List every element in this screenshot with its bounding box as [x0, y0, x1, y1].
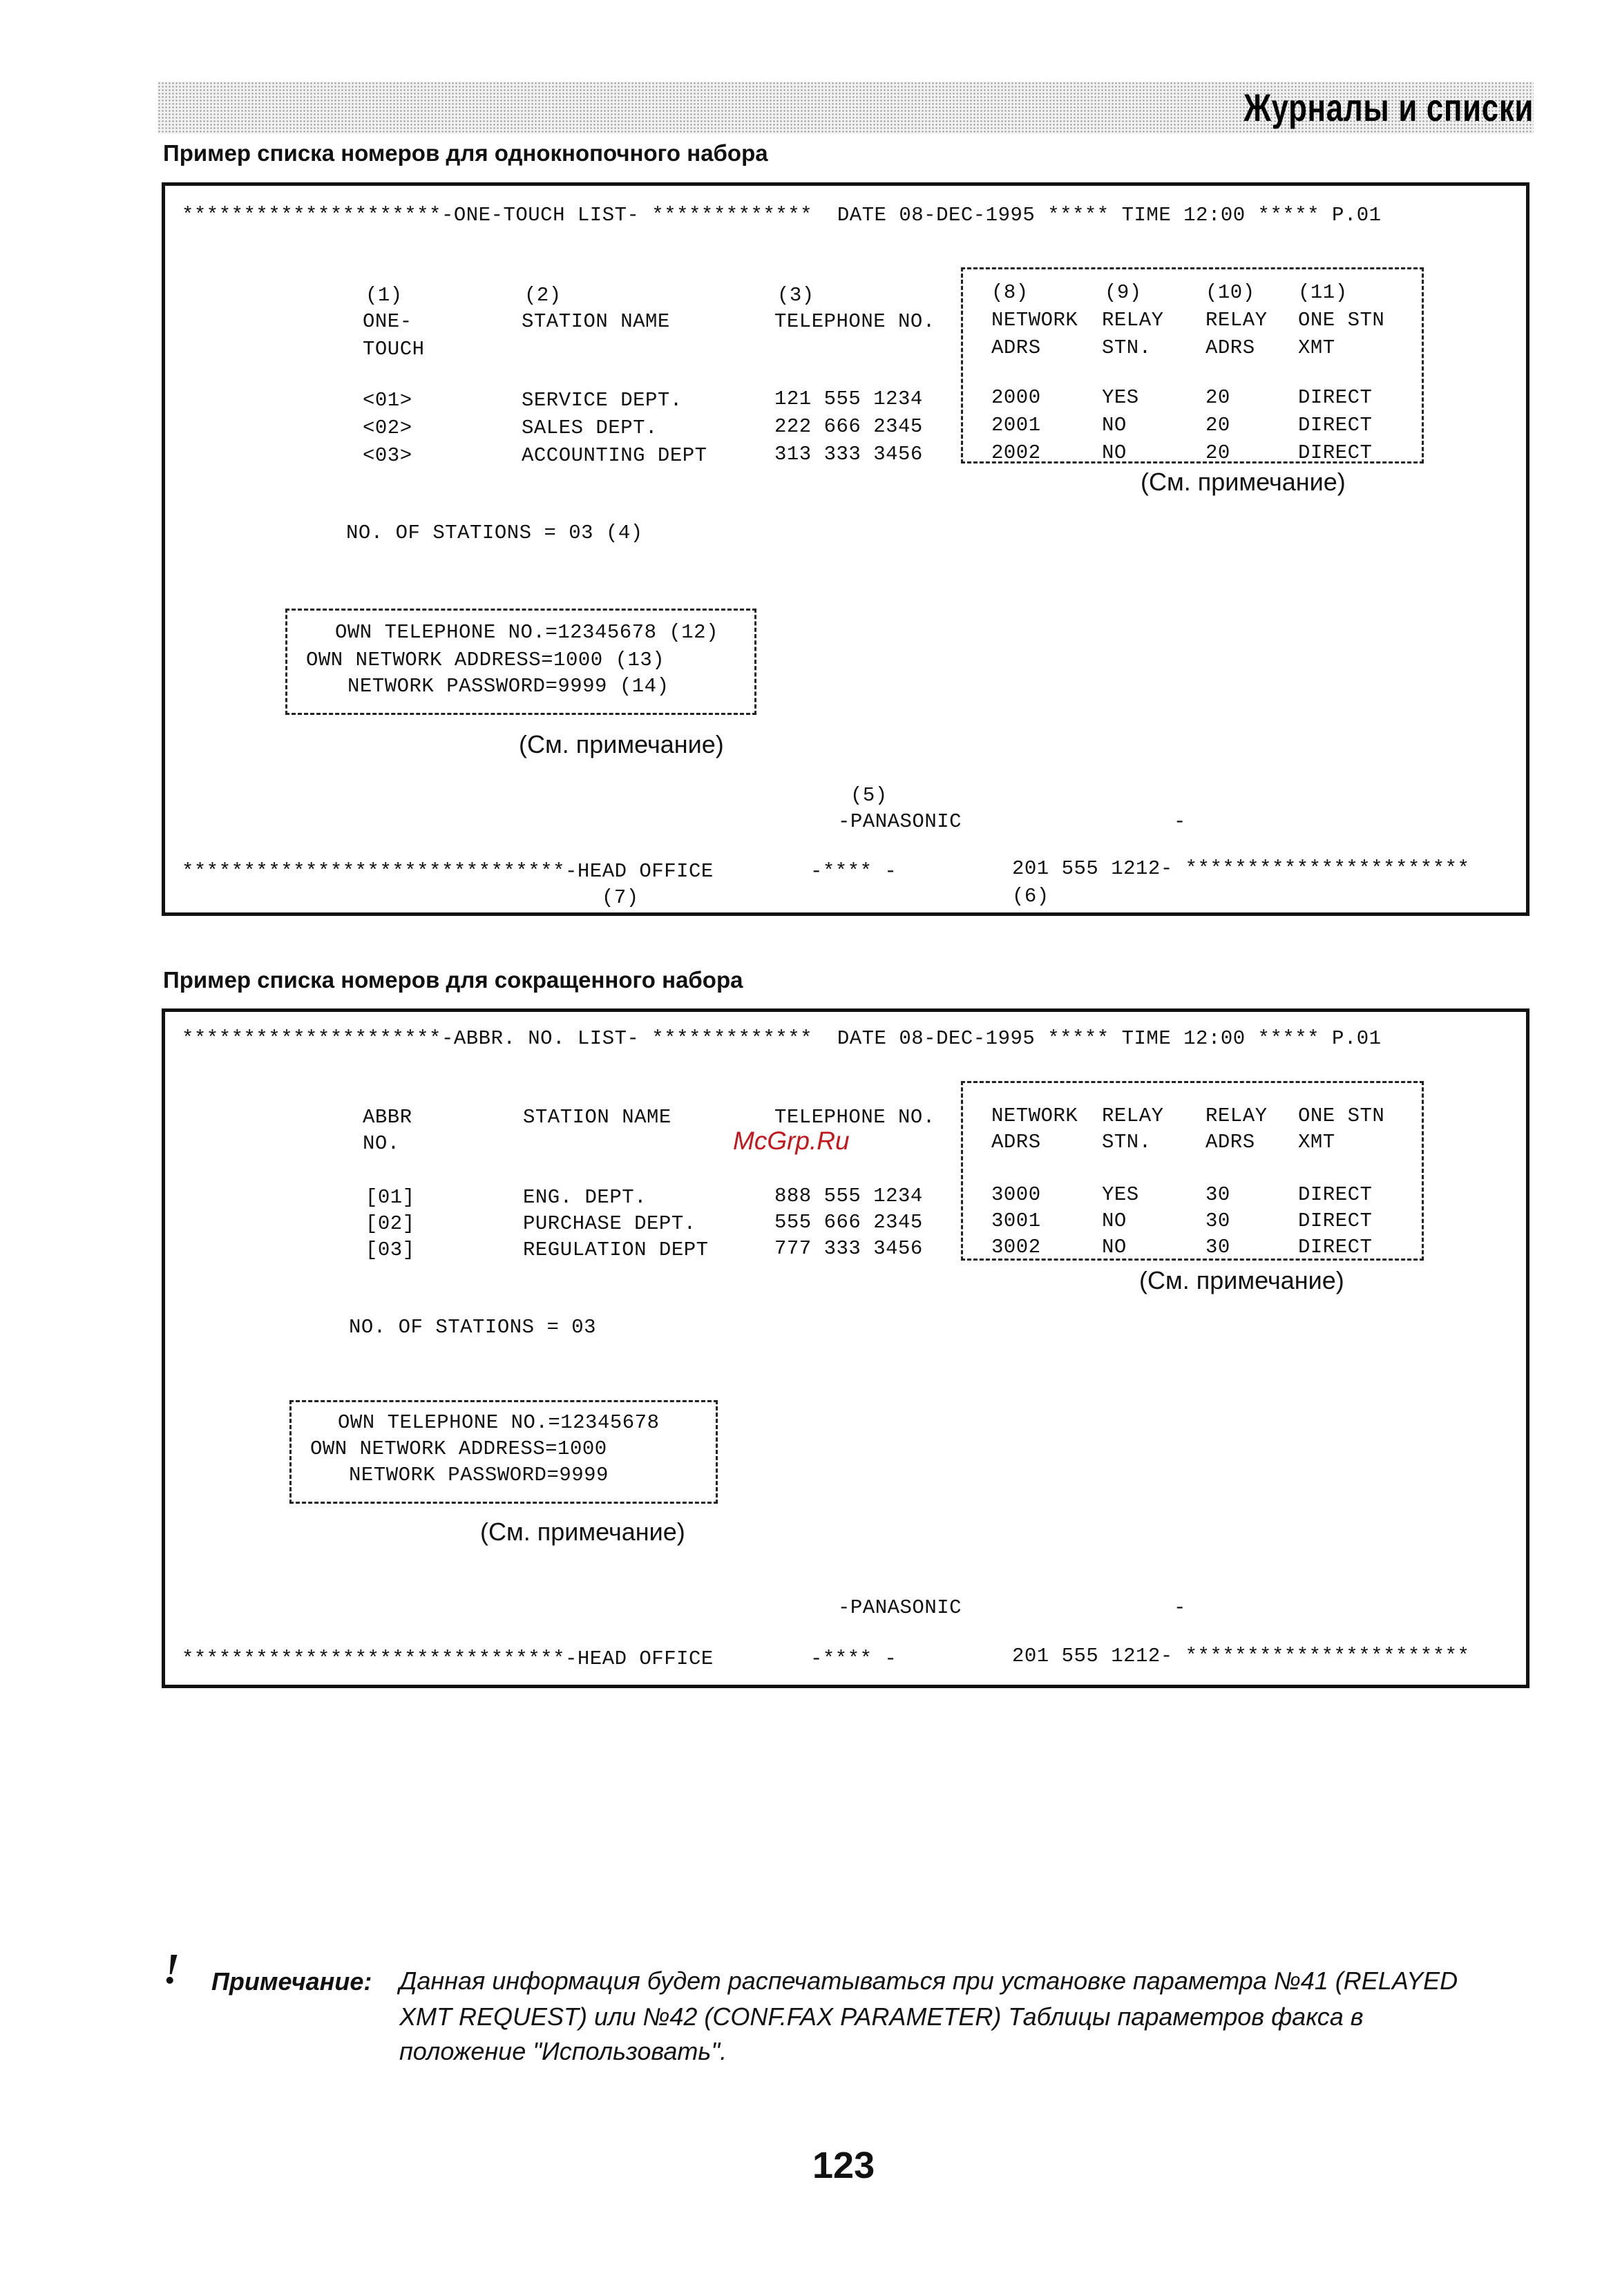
col-num-2: (2): [524, 284, 562, 307]
report-bottom-line-right: 201 555 1212- ***********************: [1012, 1645, 1470, 1667]
report-bottom-line-left: *******************************-HEAD OFFICE: [182, 1647, 714, 1670]
col-header-abbr: ABBR: [363, 1106, 412, 1129]
col-header-network: NETWORK: [991, 1104, 1078, 1127]
table-row-tel: 222 666 2345: [774, 415, 923, 438]
table-row-relay: NO: [1102, 414, 1127, 437]
one-touch-heading: Пример списка номеров для однокнопочного набора: [163, 140, 768, 166]
table-row-radrs: 20: [1205, 414, 1230, 437]
col-header-relay-stn: RELAY: [1102, 1104, 1164, 1127]
note-line-1: Данная информация будет распечатываться при установке параметра №41 (RELAYED: [399, 1967, 1458, 1995]
table-row-radrs: 30: [1205, 1209, 1230, 1232]
col-header-network: NETWORK: [991, 309, 1078, 332]
col-header-relay-stn-2: STN.: [1102, 336, 1152, 359]
network-password: NETWORK PASSWORD=9999 (14): [347, 675, 669, 698]
table-row-radrs: 30: [1205, 1183, 1230, 1206]
col-num-10: (10): [1205, 281, 1255, 304]
table-row-tel: 555 666 2345: [774, 1211, 923, 1234]
col-num-8: (8): [991, 281, 1029, 304]
report-bottom-line-left: *******************************-HEAD OFFICE: [182, 860, 714, 883]
table-row-net: 3001: [991, 1209, 1041, 1232]
col-header-one-stn-xmt-2: XMT: [1298, 1131, 1335, 1154]
col-header-network-2: ADRS: [991, 1131, 1041, 1154]
abbr-report: [162, 1008, 1529, 1688]
own-network-address: OWN NETWORK ADDRESS=1000 (13): [306, 649, 665, 671]
own-network-address: OWN NETWORK ADDRESS=1000: [310, 1437, 607, 1460]
table-row-xmt: DIRECT: [1298, 1209, 1373, 1232]
report-top-line: *********************-ONE-TOUCH LIST- ************* DATE 08-DEC-1995 ***** TIME 12:00 ***** P.01: [182, 204, 1382, 227]
col-header-onetouch-2: TOUCH: [363, 338, 425, 361]
report-top-line: *********************-ABBR. NO. LIST- ************* DATE 08-DEC-1995 ***** TIME 12:00 ***** P.01: [182, 1027, 1382, 1050]
stations-count: NO. OF STATIONS = 03 (4): [346, 522, 643, 544]
table-row-key: <01>: [363, 389, 412, 412]
col-header-station-name: STATION NAME: [523, 1106, 671, 1129]
col-header-relay-adrs: RELAY: [1205, 1104, 1268, 1127]
table-row-tel: 121 555 1234: [774, 388, 923, 410]
exclamation-icon: !: [163, 1946, 180, 1993]
table-row-name: REGULATION DEPT: [523, 1238, 709, 1261]
col-header-relay-adrs-2: ADRS: [1205, 336, 1255, 359]
table-row-relay: YES: [1102, 386, 1139, 409]
stations-count: NO. OF STATIONS = 03: [349, 1316, 597, 1339]
table-row-key: <02>: [363, 417, 412, 439]
table-row-name: ACCOUNTING DEPT: [522, 444, 707, 467]
station-id: -PANASONIC: [838, 810, 962, 833]
col-header-relay-stn-2: STN.: [1102, 1131, 1152, 1154]
table-row-key: [03]: [365, 1238, 415, 1261]
label-5: (5): [850, 784, 888, 807]
col-header-abbr-2: NO.: [363, 1132, 400, 1155]
col-num-9: (9): [1105, 281, 1142, 304]
own-telephone: OWN TELEPHONE NO.=12345678 (12): [335, 621, 718, 644]
table-row-key: [02]: [365, 1212, 415, 1235]
table-row-xmt: DIRECT: [1298, 1236, 1373, 1259]
col-header-one-stn-xmt-2: XMT: [1298, 336, 1335, 359]
col-num-11: (11): [1298, 281, 1348, 304]
see-note-label: (См. примечание): [1139, 1266, 1344, 1294]
own-telephone: OWN TELEPHONE NO.=12345678: [338, 1411, 660, 1434]
col-header-station-name: STATION NAME: [522, 310, 670, 333]
table-row-xmt: DIRECT: [1298, 414, 1373, 437]
table-row-net: 2001: [991, 414, 1041, 437]
table-row-relay: YES: [1102, 1183, 1139, 1206]
table-row-relay: NO: [1102, 1209, 1127, 1232]
table-row-net: 2002: [991, 441, 1041, 464]
label-6: (6): [1012, 885, 1049, 908]
page-number: 123: [812, 2145, 875, 2186]
table-row-key: <03>: [363, 444, 412, 467]
table-row-name: PURCHASE DEPT.: [523, 1212, 696, 1235]
col-header-relay-adrs: RELAY: [1205, 309, 1268, 332]
watermark: McGrp.Ru: [733, 1127, 850, 1155]
col-num-1: (1): [365, 284, 403, 307]
abbr-heading: Пример списка номеров для сокращенного набора: [163, 967, 743, 993]
see-note-label: (См. примечание): [1141, 468, 1346, 496]
table-row-key: [01]: [365, 1186, 415, 1209]
col-header-telephone: TELEPHONE NO.: [774, 310, 935, 333]
col-header-one-stn-xmt: ONE STN: [1298, 1104, 1385, 1127]
table-row-name: SALES DEPT.: [522, 417, 658, 439]
table-row-radrs: 20: [1205, 386, 1230, 409]
table-row-radrs: 30: [1205, 1236, 1230, 1259]
col-header-one-stn-xmt: ONE STN: [1298, 309, 1385, 332]
report-bottom-line-right: 201 555 1212- ***********************: [1012, 857, 1470, 880]
table-row-relay: NO: [1102, 441, 1127, 464]
table-row-net: 2000: [991, 386, 1041, 409]
col-header-telephone: TELEPHONE NO.: [774, 1106, 935, 1129]
station-id-dash: -: [1174, 810, 1186, 833]
section-title: Журналы и списки: [1243, 86, 1534, 129]
col-header-onetouch: ONE-: [363, 310, 412, 333]
report-bottom-line-mid: -**** -: [810, 1647, 897, 1670]
label-7: (7): [602, 886, 639, 909]
table-row-net: 3000: [991, 1183, 1041, 1206]
table-row-name: SERVICE DEPT.: [522, 389, 683, 412]
col-header-relay-stn: RELAY: [1102, 309, 1164, 332]
table-row-xmt: DIRECT: [1298, 386, 1373, 409]
note-label: Примечание:: [211, 1967, 372, 1996]
network-password: NETWORK PASSWORD=9999: [349, 1464, 609, 1486]
see-note-label: (См. примечание): [519, 730, 724, 758]
table-row-tel: 313 333 3456: [774, 443, 923, 466]
table-row-relay: NO: [1102, 1236, 1127, 1259]
table-row-net: 3002: [991, 1236, 1041, 1259]
table-row-xmt: DIRECT: [1298, 1183, 1373, 1206]
see-note-label: (См. примечание): [480, 1518, 685, 1546]
table-row-name: ENG. DEPT.: [523, 1186, 647, 1209]
note-line-3: положение "Использовать".: [399, 2037, 727, 2065]
note-line-2: XMT REQUEST) или №42 (CONF.FAX PARAMETER) Таблицы параметров факса в: [399, 2002, 1364, 2031]
one-touch-report: [162, 182, 1529, 916]
table-row-radrs: 20: [1205, 441, 1230, 464]
report-bottom-line-mid: -**** -: [810, 860, 897, 883]
station-id: -PANASONIC: [838, 1596, 962, 1619]
col-num-3: (3): [777, 284, 814, 307]
col-header-relay-adrs-2: ADRS: [1205, 1131, 1255, 1154]
station-id-dash: -: [1174, 1596, 1186, 1619]
col-header-network-2: ADRS: [991, 336, 1041, 359]
table-row-tel: 777 333 3456: [774, 1237, 923, 1260]
table-row-tel: 888 555 1234: [774, 1185, 923, 1207]
table-row-xmt: DIRECT: [1298, 441, 1373, 464]
